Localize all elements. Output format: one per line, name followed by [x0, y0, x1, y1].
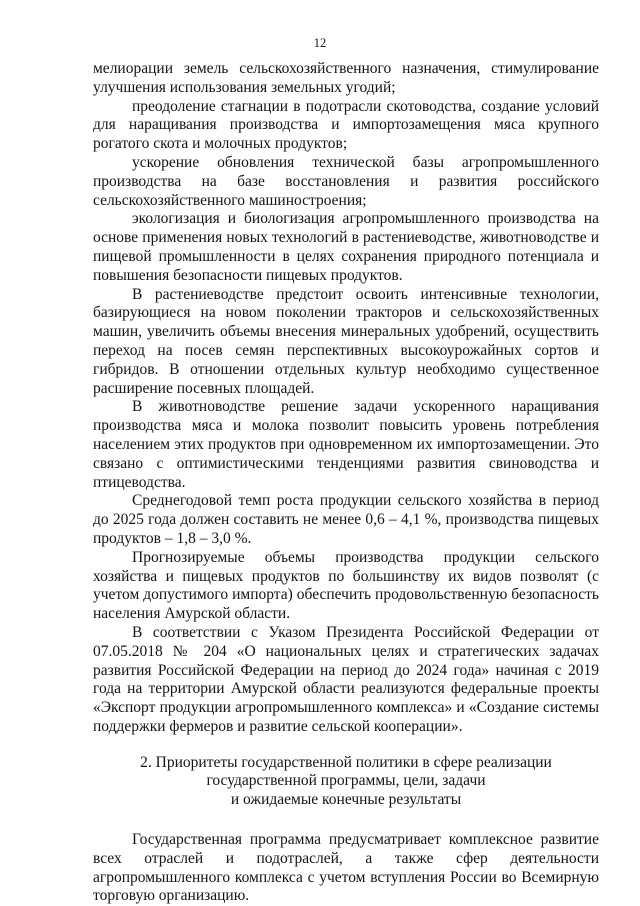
paragraph-livestock-stagnation: преодоление стагнации в подотрасли скотоводства, создание условий для наращивания производства и импортозамещения мяса крупного рогатого скота и молочных продуктов;	[93, 97, 599, 153]
section-heading-line: 2. Приоритеты государственной политики в сфере реализации	[140, 753, 552, 771]
document-body	[93, 60, 599, 906]
page-number: 12	[313, 36, 327, 50]
section-heading	[93, 754, 599, 810]
section-heading-line: государственной программы, цели, задачи	[206, 772, 486, 790]
paragraph-technical-base: ускорение обновления технической базы агропромышленного производства на базе восстановления и развития российского сельскохозяйственного машиностроения;	[93, 153, 599, 209]
paragraph-continuation: мелиорации земель сельскохозяйственного назначения, стимулирование улучшения использования земельных угодий;	[93, 60, 599, 96]
paragraph-crop-production: В растениеводстве предстоит освоить интенсивные технологии, базирующиеся на новом поколении тракторов и сельскохозяйственных машин, увеличить объемы внесения минеральных удобрений, осуществить переход на посев семян перспективных высокоурожайных сортов и гибридов. В отношении отдельных культур необходимо существенное расширение посевных площадей.	[93, 285, 599, 397]
paragraph-federal-projects: В соответствии с Указом Президента Российской Федерации от 07.05.2018 № 204 «О национальных целях и стратегических задачах развития Российской Федерации на период до 2024 года» начиная с 2019 года на территории Амурской области реализуются федеральные проекты «Экспорт продукции агропромышленного комплекса» и «Создание системы поддержки фермеров и развитие сельской кооперации».	[93, 623, 599, 735]
paragraph-program-scope: Государственная программа предусматривает комплексное развитие всех отраслей и подотраслей, а также сфер деятельности агропромышленного комплекса с учетом вступления России во Всемирную торговую организацию.	[93, 831, 599, 905]
paragraph-growth-rate: Среднегодовой темп роста продукции сельского хозяйства в период до 2025 года должен составить не менее 0,6 – 4,1 %, производства пищевых продуктов – 1,8 – 3,0 %.	[93, 492, 599, 547]
paragraph-animal-husbandry: В животноводстве решение задачи ускоренного наращивания производства мяса и молока позволит повысить уровень потребления населением этих продуктов при одновременном их импортозамещении. Это связано с оптимистическими тенденциями развития свиноводства и птицеводства.	[93, 398, 599, 491]
paragraph-forecast-volumes: Прогнозируемые объемы производства продукции сельского хозяйства и пищевых продуктов по большинству их видов позволят (с учетом допустимого импорта) обеспечить продовольственную безопасность населения Амурской области.	[93, 548, 599, 623]
paragraph-ecologization: экологизация и биологизация агропромышленного производства на основе применения новых технологий в растениеводстве, животноводстве и пищевой промышленности в целях сохранения природного потенциала и повышения безопасности пищевых продуктов.	[93, 210, 599, 284]
section-heading-line: и ожидаемые конечные результаты	[230, 791, 462, 809]
